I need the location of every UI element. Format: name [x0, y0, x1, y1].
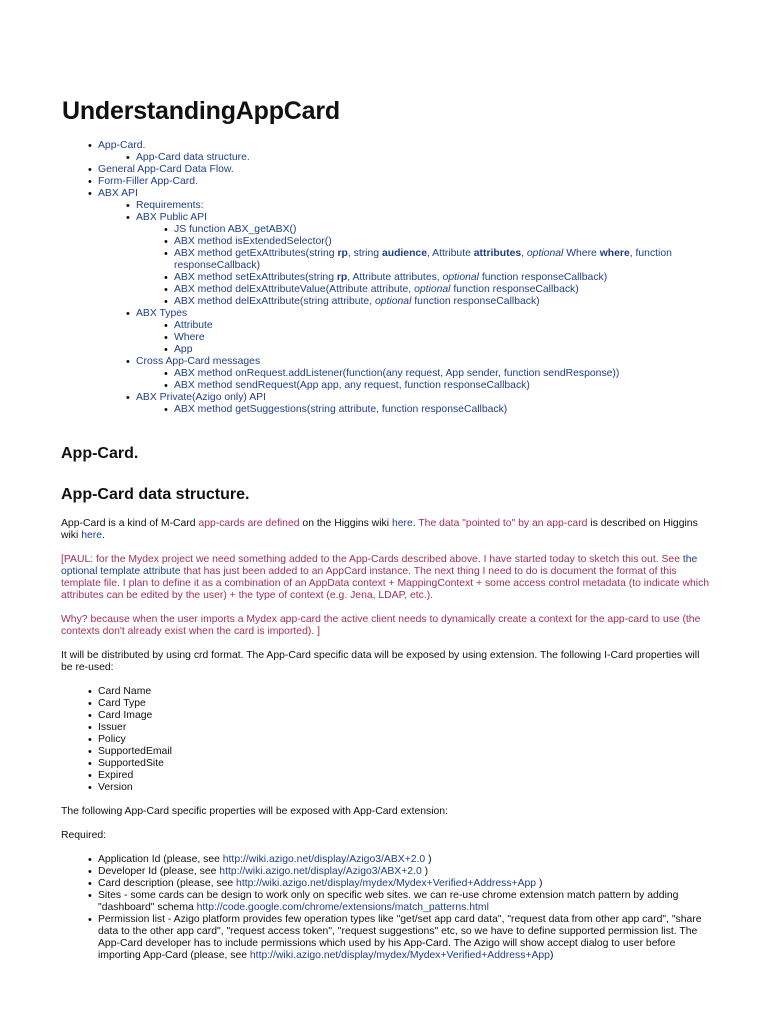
link-abx-2[interactable]: http://wiki.azigo.net/display/Azigo3/ABX+2.0	[219, 866, 422, 877]
toc-item	[174, 368, 711, 380]
toc-item	[174, 344, 711, 356]
list-item: • Expired	[98, 770, 711, 782]
toc-link-abx-public-api[interactable]: ABX Public API	[136, 212, 208, 223]
toc-item	[174, 332, 711, 344]
toc-text: optional	[414, 284, 451, 295]
list-item	[98, 914, 711, 962]
toc-item	[174, 272, 711, 284]
toc-link-cross-messages[interactable]: Cross App-Card messages	[136, 356, 261, 367]
link-optional-template-attribute[interactable]: the optional template attribute	[61, 554, 698, 577]
body-text: Sites - some cards can be design to work only on specific web sites. we can re-use chrome extension match pattern by adding "dashboard" schema	[98, 890, 679, 913]
required-properties-list	[61, 854, 711, 962]
toc-link-method[interactable]: JS function ABX_getABX()	[174, 224, 297, 235]
toc-link-data-structure[interactable]: App-Card data structure.	[136, 152, 250, 163]
link-here[interactable]: here	[391, 518, 413, 529]
toc-item	[174, 320, 711, 332]
toc-item	[136, 308, 711, 356]
toc-item	[174, 296, 711, 308]
list-item: • Card Type	[98, 698, 711, 710]
link-mydex-verified-address[interactable]: http://wiki.azigo.net/display/mydex/Mydex+Verified+Address+App	[249, 950, 550, 961]
toc-link-method[interactable]	[174, 296, 540, 307]
toc-link-general-flow[interactable]: General App-Card Data Flow.	[98, 164, 234, 175]
toc-item	[98, 164, 711, 176]
toc-item	[174, 224, 711, 236]
intro-paragraph	[61, 518, 711, 542]
toc-item	[174, 248, 711, 272]
toc-text: Where	[563, 248, 600, 259]
body-text: Developer Id (please, see	[98, 866, 220, 877]
toc-text: function responseCallback)	[478, 272, 608, 283]
list-item: • SupportedEmail	[98, 746, 711, 758]
toc-link-type[interactable]: App	[174, 344, 193, 355]
body-text: )	[421, 866, 429, 877]
toc-text: where	[599, 248, 630, 259]
body-text: is described on Higgins wiki	[61, 518, 698, 541]
toc-item	[98, 176, 711, 188]
body-text: .	[412, 518, 419, 529]
toc-text: , string	[347, 248, 382, 259]
toc-item	[98, 188, 711, 416]
toc-link-method[interactable]: ABX method sendRequest(App app, any request, function responseCallback)	[174, 380, 530, 391]
toc-text: optional	[374, 296, 412, 307]
toc-item	[174, 236, 711, 248]
body-text: .	[102, 530, 105, 541]
list-item: • Policy	[98, 734, 711, 746]
toc-text: optional	[442, 272, 479, 283]
table-of-contents	[61, 140, 711, 416]
toc-text: function responseCallback)	[411, 296, 540, 307]
toc-link-method[interactable]	[174, 272, 607, 283]
toc-link-abx-api[interactable]: ABX API	[98, 188, 138, 199]
icard-properties-list	[61, 686, 711, 794]
toc-link-method[interactable]	[174, 248, 672, 271]
list-item	[98, 878, 711, 890]
paul-note-paragraph	[61, 554, 711, 602]
toc-item	[136, 392, 711, 416]
section-heading-data-structure: App-Card data structure.	[61, 486, 250, 503]
body-text: Permission list - Azigo platform provides few operation types like "get/set app card data", "request data from other app card", "share data to the other app card", "request access token", "request suggestions" etc, so we have to define supported permission list. The App-Card developer has to include permissions which used by his App-Card. The Azigo will show accept dialog to user before importing App-Card (please, see	[98, 914, 702, 961]
toc-text: ,	[521, 248, 527, 259]
link-here[interactable]: here	[81, 530, 102, 541]
distributed-paragraph: It will be distributed by using crd format. The App-Card specific data will be exposed by using extension. The following I-Card properties will be re-used:	[61, 650, 700, 673]
toc-text: ABX method setExAttributes(string	[174, 272, 337, 283]
toc-item	[136, 200, 711, 212]
toc-link-form-filler[interactable]: Form-Filler App-Card.	[98, 176, 198, 187]
list-item	[98, 890, 711, 914]
body-text: Card description (please, see	[98, 878, 237, 889]
toc-text: , Attribute attributes,	[347, 272, 443, 283]
toc-link-requirements[interactable]: Requirements:	[136, 200, 204, 211]
toc-item	[174, 380, 711, 392]
toc-text: function responseCallback)	[450, 284, 579, 295]
toc-link-type[interactable]: Where	[174, 332, 205, 343]
following-paragraph: The following App-Card specific properties will be exposed with App-Card extension:	[61, 806, 448, 817]
toc-text: attributes	[473, 248, 522, 259]
link-app-cards-defined[interactable]: app-cards are defined	[198, 518, 300, 529]
toc-text: responseCallback)	[174, 260, 261, 271]
toc-item	[136, 152, 711, 164]
list-item: • Card Image	[98, 710, 711, 722]
why-paragraph: Why? because when the user imports a Mydex app-card the active client needs to dynamically create a context for the app-card to use (the contexts don't already exist when the card is imported). ]	[61, 614, 701, 637]
toc-text: , function	[629, 248, 672, 259]
section-heading-app-card: App-Card.	[61, 445, 139, 462]
toc-link-method[interactable]: ABX method getSuggestions(string attribute, function responseCallback)	[174, 404, 508, 415]
link-match-patterns[interactable]: http://code.google.com/chrome/extensions/match_patterns.html	[196, 902, 489, 913]
page-title: UnderstandingAppCard	[62, 97, 340, 125]
toc-link-app-card[interactable]: App-Card.	[98, 140, 146, 151]
body-text: )	[536, 878, 543, 889]
toc-text: rp	[336, 272, 348, 283]
toc-text: optional	[526, 248, 564, 259]
body-text: that has just been added to an AppCard instance. The next thing I need to do is document the format of this template file. I plan to define it as a combination of an AppData context + MappingContext + some access control metadata (to indicate which attributes can be edited by the user) + the type of context (e.g. Jena, LDAP, etc.).	[61, 566, 710, 601]
body-text: App-Card is a kind of M-Card	[61, 518, 199, 529]
body-text: )	[549, 950, 554, 961]
toc-item	[174, 404, 711, 416]
body-text: )	[425, 854, 432, 865]
list-item: • Issuer	[98, 722, 711, 734]
link-data-pointed-to[interactable]: The data "pointed to" by an app-card	[418, 518, 588, 529]
toc-text: rp	[337, 248, 348, 259]
toc-link-method[interactable]	[174, 284, 579, 295]
body-text: [PAUL: for the Mydex project we need something added to the App-Cards described above. I have started today to sketch this out. See	[61, 554, 683, 565]
body-text: on the Higgins wiki	[299, 518, 392, 529]
toc-text: ABX method delExAttributeValue(Attribute attribute,	[174, 284, 415, 295]
toc-text: ABX method getExAttributes(string	[174, 248, 338, 259]
toc-item	[136, 212, 711, 308]
toc-link-type[interactable]: Attribute	[174, 320, 213, 331]
body-text: Application Id (please, see	[98, 854, 223, 865]
link-abx-2[interactable]: http://wiki.azigo.net/display/Azigo3/ABX+2.0	[222, 854, 426, 865]
document-page	[61, 96, 711, 962]
list-item: • SupportedSite	[98, 758, 711, 770]
list-item: • Card Name	[98, 686, 711, 698]
toc-item	[174, 284, 711, 296]
toc-link-method[interactable]: ABX method isExtendedSelector()	[174, 236, 332, 247]
toc-item	[136, 356, 711, 392]
toc-link-method[interactable]: ABX method onRequest.addListener(function(any request, App sender, function sendResponse))	[174, 368, 620, 379]
toc-text: audience	[381, 248, 427, 259]
list-item	[98, 866, 711, 878]
toc-link-private-api[interactable]: ABX Private(Azigo only) API	[136, 392, 266, 403]
toc-link-abx-types[interactable]: ABX Types	[136, 308, 188, 319]
required-label: Required:	[61, 830, 107, 841]
toc-text: ABX method delExAttribute(string attribute,	[174, 296, 375, 307]
toc-text: , Attribute	[426, 248, 474, 259]
list-item	[98, 854, 711, 866]
link-mydex-verified-address[interactable]: http://wiki.azigo.net/display/mydex/Mydex+Verified+Address+App	[236, 878, 537, 889]
toc-item	[98, 140, 711, 164]
list-item: • Version	[98, 782, 711, 794]
